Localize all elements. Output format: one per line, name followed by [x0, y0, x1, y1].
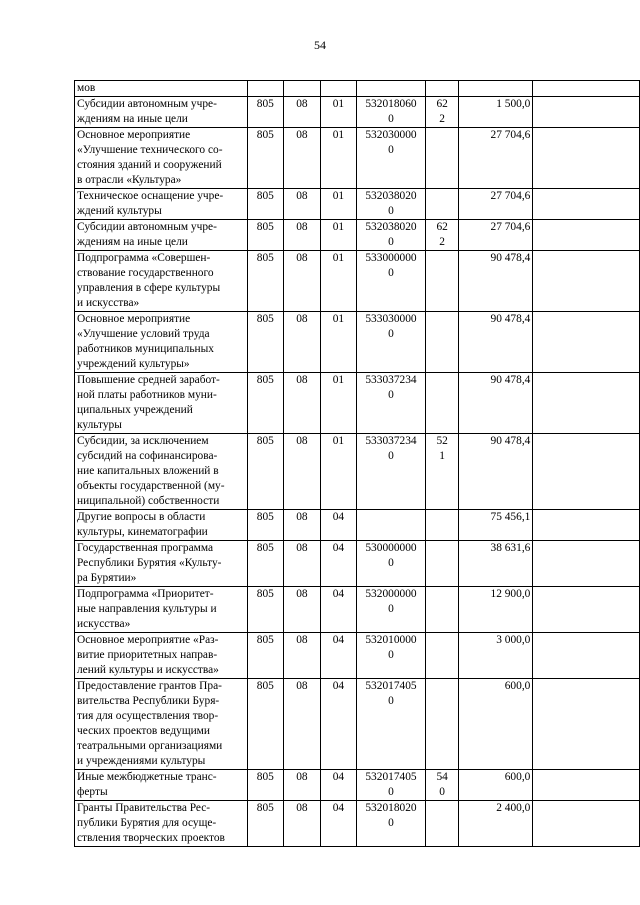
row-name-cell-line: ствование государственного [77, 267, 214, 279]
table-row [75, 770, 640, 801]
row-target-article-cell [357, 510, 426, 541]
row-name-cell [75, 587, 248, 633]
row-name-cell-line: публики Бурятия для осуще- [77, 817, 217, 829]
row-extra-cell [533, 312, 640, 373]
row-target-article-cell-line: 0 [388, 603, 394, 615]
row-name-cell-line: Государственная программа [77, 542, 214, 554]
row-expense-type-cell [425, 373, 459, 434]
row-target-article-cell [357, 633, 426, 679]
row-name-cell-line: Повышение средней заработ- [77, 374, 220, 386]
row-target-article-cell-line: 532018020 [365, 802, 417, 814]
row-target-article-cell-line: 0 [388, 113, 394, 125]
row-section-cell: 01 [320, 189, 357, 220]
row-target-article-cell-line: 0 [388, 267, 394, 279]
table-row [75, 510, 640, 541]
table-row [75, 189, 640, 220]
table-row [75, 541, 640, 587]
row-extra-cell [533, 633, 640, 679]
row-target-article-cell [357, 312, 426, 373]
row-name-cell-line: мов [77, 82, 96, 94]
row-name-cell-line: Субсидии автономным учре- [77, 221, 217, 233]
budget-table [74, 80, 640, 847]
row-code-cell: 805 [247, 801, 284, 847]
row-extra-cell [533, 434, 640, 510]
row-code-cell: 805 [247, 633, 284, 679]
row-subsection-cell: 08 [284, 97, 321, 128]
row-expense-type-cell [425, 587, 459, 633]
row-target-article-cell-line: 532000000 [365, 588, 417, 600]
row-target-article-cell-line: 0 [388, 649, 394, 661]
row-section-cell: 01 [320, 312, 357, 373]
row-target-article-cell [357, 128, 426, 189]
row-name-cell-line: стояния зданий и сооружений [77, 159, 222, 171]
row-section-cell: 01 [320, 97, 357, 128]
row-section-cell: 01 [320, 251, 357, 312]
row-target-article-cell-line: 0 [388, 557, 394, 569]
row-extra-cell [533, 373, 640, 434]
row-expense-type-cell [425, 679, 459, 770]
row-sum-cell: 38 631,6 [459, 541, 533, 587]
row-name-cell [75, 312, 248, 373]
row-expense-type-cell [425, 189, 459, 220]
row-subsection-cell: 08 [284, 541, 321, 587]
row-name-cell-line: Другие вопросы в области [77, 511, 206, 523]
row-name-cell-line: ферты [77, 786, 108, 798]
row-extra-cell [533, 510, 640, 541]
row-subsection-cell: 08 [284, 770, 321, 801]
table-row [75, 97, 640, 128]
row-expense-type-cell [425, 770, 459, 801]
row-name-cell-line: ствления творческих проектов [77, 832, 225, 844]
row-name-cell [75, 679, 248, 770]
row-extra-cell [533, 770, 640, 801]
table-row [75, 312, 640, 373]
row-target-article-cell-line: 532018060 [365, 98, 417, 110]
row-target-article-cell-line: 532038020 [365, 221, 417, 233]
row-extra-cell [533, 81, 640, 97]
row-name-cell [75, 189, 248, 220]
table-row [75, 587, 640, 633]
row-section-cell: 04 [320, 510, 357, 541]
row-section-cell: 01 [320, 434, 357, 510]
row-section-cell: 04 [320, 633, 357, 679]
row-extra-cell [533, 128, 640, 189]
row-extra-cell [533, 251, 640, 312]
row-subsection-cell: 08 [284, 220, 321, 251]
row-extra-cell [533, 189, 640, 220]
row-name-cell-line: и искусства» [77, 297, 140, 309]
row-name-cell-line: Гранты Правительства Рес- [77, 802, 211, 814]
row-target-article-cell-line: 533037234 [365, 374, 417, 386]
row-sum-cell: 90 478,4 [459, 312, 533, 373]
row-code-cell: 805 [247, 189, 284, 220]
row-subsection-cell: 08 [284, 510, 321, 541]
row-name-cell [75, 251, 248, 312]
row-subsection-cell: 08 [284, 128, 321, 189]
row-name-cell [75, 220, 248, 251]
row-name-cell-line: управления в сфере культуры [77, 282, 221, 294]
row-name-cell-line: культуры [77, 419, 122, 431]
row-target-article-cell-line: 0 [388, 328, 394, 340]
row-name-cell-line: Предоставление грантов Пра- [77, 680, 222, 692]
row-name-cell-line: ждений культуры [77, 205, 162, 217]
row-name-cell-line: вительства Республики Буря- [77, 695, 220, 707]
row-section-cell: 01 [320, 220, 357, 251]
row-expense-type-cell-line: 52 [436, 435, 448, 447]
row-name-cell-line: ние капитальных вложений в [77, 465, 219, 477]
row-expense-type-cell-line: 1 [439, 450, 445, 462]
row-name-cell-line: в отрасли «Культура» [77, 174, 182, 186]
row-expense-type-cell [425, 633, 459, 679]
budget-table-body [75, 81, 640, 847]
row-subsection-cell: 08 [284, 373, 321, 434]
row-target-article-cell-line: 0 [388, 144, 394, 156]
row-sum-cell [459, 81, 533, 97]
row-name-cell-line: учреждений культуры» [77, 358, 190, 370]
row-sum-cell: 27 704,6 [459, 220, 533, 251]
row-extra-cell [533, 679, 640, 770]
row-name-cell-line: Республики Бурятия «Культу- [77, 557, 222, 569]
row-name-cell-line: ра Бурятии» [77, 572, 137, 584]
row-subsection-cell: 08 [284, 434, 321, 510]
row-target-article-cell [357, 434, 426, 510]
row-target-article-cell [357, 801, 426, 847]
row-section-cell: 04 [320, 801, 357, 847]
row-name-cell-line: ципальных учреждений [77, 404, 193, 416]
row-name-cell-line: «Улучшение условий труда [77, 328, 210, 340]
row-expense-type-cell [425, 220, 459, 251]
row-name-cell [75, 128, 248, 189]
row-sum-cell: 75 456,1 [459, 510, 533, 541]
row-name-cell [75, 541, 248, 587]
row-code-cell: 805 [247, 679, 284, 770]
row-target-article-cell-line: 532030000 [365, 129, 417, 141]
row-name-cell-line: Иные межбюджетные транс- [77, 771, 217, 783]
row-target-article-cell [357, 587, 426, 633]
row-expense-type-cell [425, 128, 459, 189]
row-target-article-cell-line: 0 [388, 389, 394, 401]
row-section-cell: 04 [320, 770, 357, 801]
row-target-article-cell [357, 97, 426, 128]
row-target-article-cell-line: 0 [388, 786, 394, 798]
row-expense-type-cell [425, 541, 459, 587]
table-row [75, 128, 640, 189]
row-expense-type-cell [425, 97, 459, 128]
row-code-cell: 805 [247, 541, 284, 587]
page-number: 54 [314, 38, 326, 52]
row-extra-cell [533, 801, 640, 847]
row-expense-type-cell [425, 312, 459, 373]
row-subsection-cell: 08 [284, 312, 321, 373]
row-target-article-cell-line: 533037234 [365, 435, 417, 447]
row-section-cell [320, 81, 357, 97]
row-name-cell [75, 434, 248, 510]
row-expense-type-cell [425, 81, 459, 97]
table-row [75, 251, 640, 312]
row-expense-type-cell-line: 62 [436, 221, 448, 233]
row-sum-cell: 90 478,4 [459, 373, 533, 434]
row-sum-cell: 600,0 [459, 679, 533, 770]
row-subsection-cell [284, 81, 321, 97]
row-subsection-cell: 08 [284, 801, 321, 847]
row-target-article-cell [357, 679, 426, 770]
row-target-article-cell-line: 0 [388, 205, 394, 217]
row-name-cell-line: и учреждениями культуры [77, 755, 206, 767]
row-name-cell-line: Техническое оснащение учре- [77, 190, 224, 202]
row-name-cell-line: Подпрограмма «Совершен- [77, 252, 211, 264]
row-expense-type-cell-line: 2 [439, 113, 445, 125]
row-name-cell-line: работников муниципальных [77, 343, 214, 355]
row-extra-cell [533, 587, 640, 633]
row-sum-cell: 90 478,4 [459, 434, 533, 510]
row-sum-cell: 3 000,0 [459, 633, 533, 679]
row-name-cell [75, 97, 248, 128]
row-name-cell [75, 373, 248, 434]
row-target-article-cell-line: 532010000 [365, 634, 417, 646]
row-subsection-cell: 08 [284, 679, 321, 770]
row-expense-type-cell-line: 2 [439, 236, 445, 248]
table-row [75, 220, 640, 251]
row-name-cell-line: Субсидии, за исключением [77, 435, 209, 447]
row-target-article-cell-line: 0 [388, 695, 394, 707]
table-row [75, 679, 640, 770]
row-code-cell: 805 [247, 373, 284, 434]
row-name-cell-line: Подпрограмма «Приоритет- [77, 588, 214, 600]
row-name-cell-line: субсидий на софинансирова- [77, 450, 218, 462]
row-section-cell: 04 [320, 541, 357, 587]
row-target-article-cell-line: 533030000 [365, 313, 417, 325]
row-sum-cell: 600,0 [459, 770, 533, 801]
row-expense-type-cell [425, 510, 459, 541]
row-sum-cell: 27 704,6 [459, 189, 533, 220]
row-name-cell-line: Основное мероприятие [77, 313, 191, 325]
row-target-article-cell-line: 532017405 [365, 771, 417, 783]
row-name-cell-line: тия для осуществления твор- [77, 710, 219, 722]
row-section-cell: 01 [320, 373, 357, 434]
row-name-cell-line: ные направления культуры и [77, 603, 217, 615]
row-expense-type-cell-line: 62 [436, 98, 448, 110]
row-target-article-cell-line: 532017405 [365, 680, 417, 692]
row-name-cell-line: витие приоритетных направ- [77, 649, 218, 661]
row-name-cell-line: Субсидии автономным учре- [77, 98, 217, 110]
row-name-cell-line: «Улучшение технического со- [77, 144, 223, 156]
row-name-cell-line: ждениям на иные цели [77, 113, 188, 125]
row-expense-type-cell [425, 251, 459, 312]
row-code-cell: 805 [247, 128, 284, 189]
row-section-cell: 04 [320, 679, 357, 770]
row-name-cell-line: ной платы работников муни- [77, 389, 217, 401]
row-target-article-cell [357, 220, 426, 251]
row-sum-cell: 27 704,6 [459, 128, 533, 189]
row-target-article-cell [357, 189, 426, 220]
row-extra-cell [533, 541, 640, 587]
row-name-cell-line: Основное мероприятие «Раз- [77, 634, 219, 646]
row-name-cell [75, 510, 248, 541]
row-sum-cell: 90 478,4 [459, 251, 533, 312]
row-subsection-cell: 08 [284, 251, 321, 312]
row-name-cell-line: ческих проектов ведущими [77, 725, 210, 737]
row-name-cell-line: Основное мероприятие [77, 129, 191, 141]
row-expense-type-cell-line: 0 [439, 786, 445, 798]
row-expense-type-cell [425, 801, 459, 847]
row-name-cell [75, 81, 248, 97]
row-name-cell-line: лений культуры и искусства» [77, 664, 219, 676]
row-sum-cell: 2 400,0 [459, 801, 533, 847]
row-code-cell: 805 [247, 251, 284, 312]
table-row [75, 81, 640, 97]
row-name-cell-line: объекты государственной (му- [77, 480, 225, 492]
row-name-cell [75, 633, 248, 679]
row-expense-type-cell [425, 434, 459, 510]
row-target-article-cell [357, 770, 426, 801]
row-code-cell: 805 [247, 510, 284, 541]
row-target-article-cell [357, 251, 426, 312]
row-code-cell: 805 [247, 97, 284, 128]
row-extra-cell [533, 220, 640, 251]
row-name-cell-line: театральными организациями [77, 740, 223, 752]
table-row [75, 434, 640, 510]
row-target-article-cell-line: 532038020 [365, 190, 417, 202]
table-row [75, 373, 640, 434]
row-target-article-cell [357, 81, 426, 97]
table-row [75, 633, 640, 679]
row-subsection-cell: 08 [284, 189, 321, 220]
row-code-cell: 805 [247, 587, 284, 633]
row-target-article-cell [357, 541, 426, 587]
row-target-article-cell-line: 530000000 [365, 542, 417, 554]
row-code-cell: 805 [247, 312, 284, 373]
table-row [75, 801, 640, 847]
row-target-article-cell-line: 0 [388, 450, 394, 462]
row-target-article-cell-line: 0 [388, 817, 394, 829]
row-name-cell [75, 801, 248, 847]
row-sum-cell: 1 500,0 [459, 97, 533, 128]
row-section-cell: 04 [320, 587, 357, 633]
row-extra-cell [533, 97, 640, 128]
row-code-cell: 805 [247, 434, 284, 510]
row-name-cell [75, 770, 248, 801]
row-sum-cell: 12 900,0 [459, 587, 533, 633]
row-subsection-cell: 08 [284, 587, 321, 633]
row-name-cell-line: ждениям на иные цели [77, 236, 188, 248]
row-name-cell-line: ниципальной) собственности [77, 495, 220, 507]
row-target-article-cell-line: 533000000 [365, 252, 417, 264]
row-target-article-cell [357, 373, 426, 434]
row-expense-type-cell-line: 54 [436, 771, 448, 783]
row-code-cell: 805 [247, 770, 284, 801]
row-name-cell-line: искусства» [77, 618, 131, 630]
row-code-cell [247, 81, 284, 97]
row-section-cell: 01 [320, 128, 357, 189]
row-code-cell: 805 [247, 220, 284, 251]
row-name-cell-line: культуры, кинематографии [77, 526, 208, 538]
row-subsection-cell: 08 [284, 633, 321, 679]
row-target-article-cell-line: 0 [388, 236, 394, 248]
